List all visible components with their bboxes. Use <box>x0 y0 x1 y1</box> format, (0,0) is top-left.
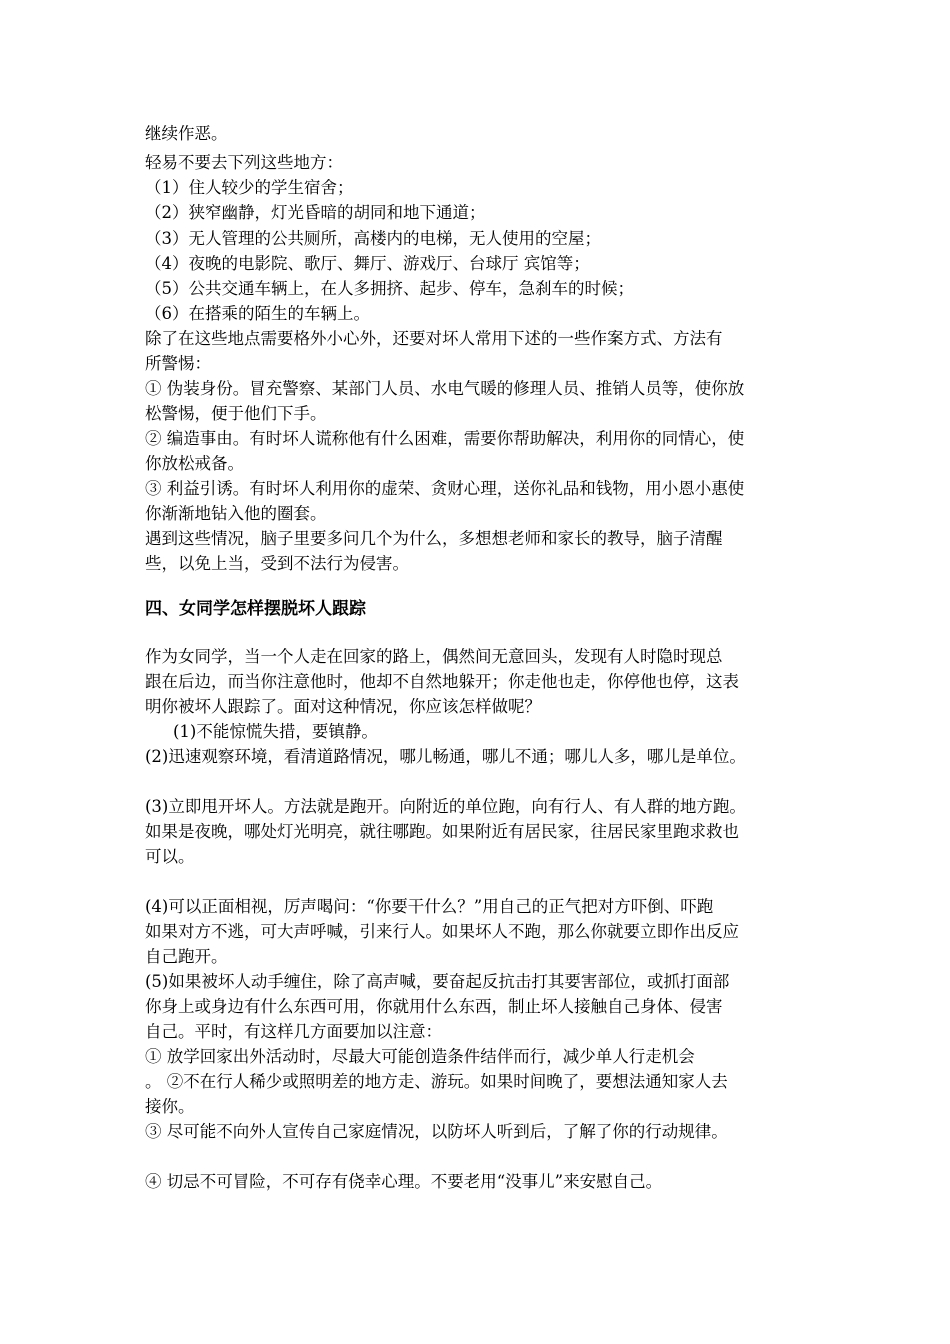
list-item: （5）公共交通车辆上，在人多拥挤、起步、停车，急刹车的时候； <box>145 279 634 298</box>
text-line: 你放松戒备。 <box>145 454 244 473</box>
text-line: 所警惕： <box>145 354 211 373</box>
list-item: （2）狭窄幽静，灯光昏暗的胡同和地下通道； <box>145 203 486 222</box>
text-line: 如果对方不逃，可大声呼喊，引来行人。如果坏人不跑，那么你就要立即作出反应 <box>145 922 739 941</box>
list-item: （1）住人较少的学生宿舍； <box>145 178 354 197</box>
text-line: 作为女同学，当一个人走在回家的路上，偶然间无意回头，发现有人时隐时现总 <box>145 647 723 666</box>
text-line: 松警惕，便于他们下手。 <box>145 404 327 423</box>
text-line: 如果是夜晚，哪处灯光明亮，就往哪跑。如果附近有居民家，往居民家里跑求救也 <box>145 822 739 841</box>
text-line: 可以。 <box>145 847 195 866</box>
text-line: ③ 利益引诱。有时坏人利用你的虚荣、贪财心理，送你礼品和钱物，用小恩小惠使 <box>145 479 745 498</box>
list-item: ③ 尽可能不向外人宣传自己家庭情况，以防坏人听到后，了解了你的行动规律。 <box>145 1122 728 1141</box>
text-line: 跟在后边，而当你注意他时，他却不自然地躲开；你走他也走，你停他也停，这表 <box>145 672 739 691</box>
text-line: 些，以免上当，受到不法行为侵害。 <box>145 554 409 573</box>
list-item: ① 放学回家出外活动时，尽最大可能创造条件结伴而行，减少单人行走机会 <box>145 1047 695 1066</box>
text-line: 你渐渐地钻入他的圈套。 <box>145 504 327 523</box>
text-line: ① 伪装身份。冒充警察、某部门人员、水电气暖的修理人员、推销人员等，使你放 <box>145 379 745 398</box>
text-line: 遇到这些情况，脑子里要多问几个为什么，多想想老师和家长的教导，脑子清醒 <box>145 529 723 548</box>
list-item: 。 ②不在行人稀少或照明差的地方走、游玩。如果时间晚了，要想法通知家人去 <box>145 1072 728 1091</box>
text-line: 你身上或身边有什么东西可用，你就用什么东西，制止坏人接触自己身体、侵害 <box>145 997 723 1016</box>
list-item: (1)不能惊慌失措，要镇静。 <box>173 722 378 741</box>
text-line: 接你。 <box>145 1097 195 1116</box>
list-item: （3）无人管理的公共厕所，高楼内的电梯，无人使用的空屋； <box>145 229 601 248</box>
text-line: 自己。平时，有这样几方面要加以注意： <box>145 1022 442 1041</box>
list-item: (3)立即甩开坏人。方法就是跑开。向附近的单位跑，向有行人、有人群的地方跑。 <box>145 797 746 816</box>
text-line: 继续作恶。 <box>145 124 228 143</box>
list-item: (5)如果被坏人动手缠住，除了高声喊，要奋起反抗击打其要害部位，或抓打面部 <box>145 972 730 991</box>
list-item: (2)迅速观察环境，看清道路情况，哪儿畅通，哪儿不通；哪儿人多，哪儿是单位。 <box>145 747 746 766</box>
list-item: （6）在搭乘的陌生的车辆上。 <box>145 304 370 323</box>
list-item: ④ 切忌不可冒险，不可存有侥幸心理。不要老用“没事儿”来安慰自己。 <box>145 1172 663 1191</box>
list-item: （4）夜晚的电影院、歌厅、舞厅、游戏厅、台球厅 宾馆等； <box>145 254 590 273</box>
text-line: 自己跑开。 <box>145 947 228 966</box>
text-line: 明你被坏人跟踪了。面对这种情况，你应该怎样做呢？ <box>145 697 541 716</box>
text-line: 轻易不要去下列这些地方： <box>145 153 343 172</box>
text-line: 除了在这些地点需要格外小心外，还要对坏人常用下述的一些作案方式、方法有 <box>145 329 723 348</box>
text-line: ② 编造事由。有时坏人谎称他有什么困难，需要你帮助解决，利用你的同情心，使 <box>145 429 745 448</box>
list-item: (4)可以正面相视，厉声喝问：“你要干什么？”用自己的正气把对方吓倒、吓跑 <box>145 897 714 916</box>
section-heading: 四、女同学怎样摆脱坏人跟踪 <box>145 599 366 619</box>
